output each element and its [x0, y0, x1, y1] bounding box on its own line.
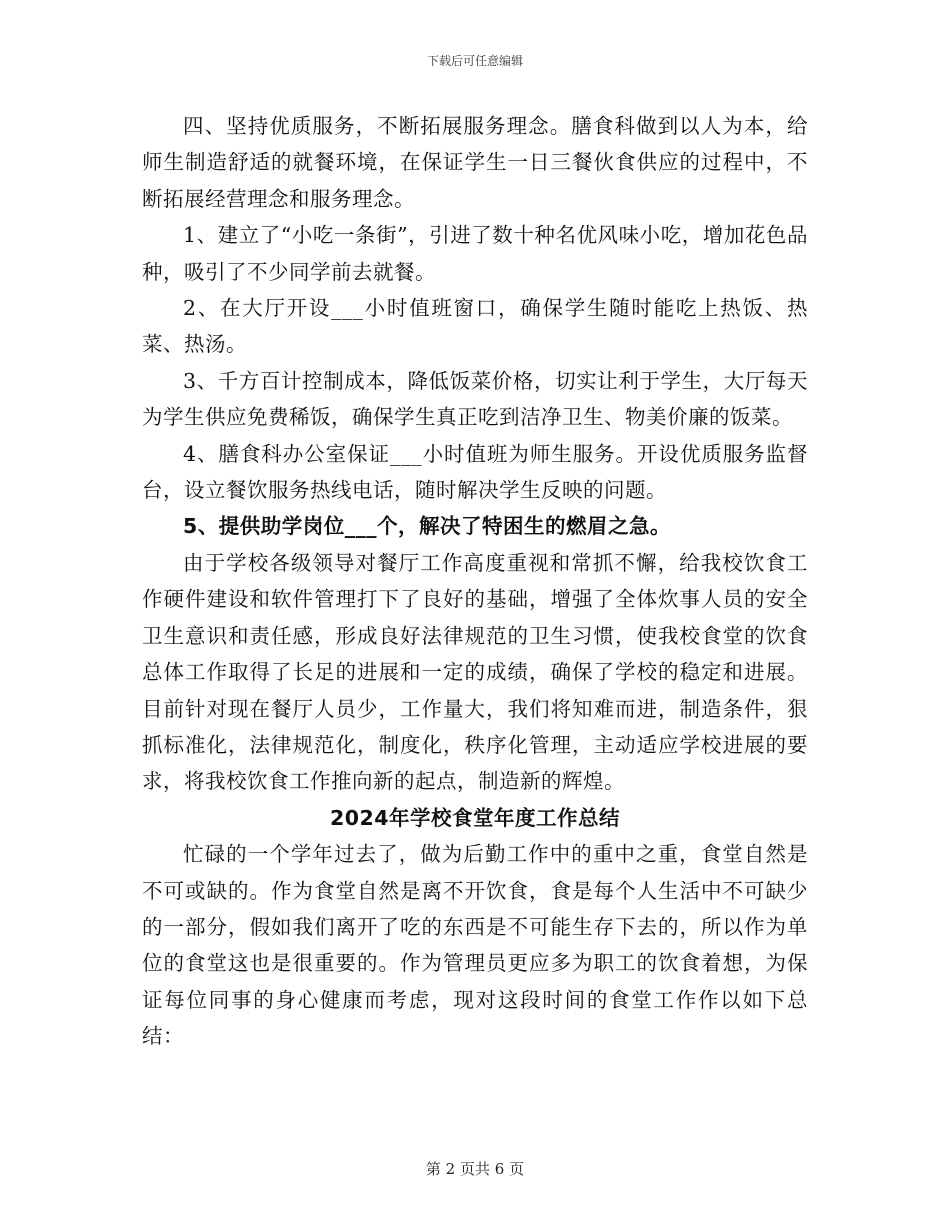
paragraph-item-3: 3、千方百计控制成本，降低饭菜价格，切实让利于学生，大厅每天为学生供应免费稀饭，确保学生真正吃到洁净卫生、物美价廉的饭菜。 — [142, 368, 808, 430]
paragraph-item-5: 5、提供助学岗位___个，解决了特困生的燃眉之急。 — [183, 514, 672, 539]
paragraph-conclusion: 由于学校各级领导对餐厅工作高度重视和常抓不懈，给我校饮食工作硬件建设和软件管理打下了良好的基础，增强了全体炊事人员的安全卫生意识和责任感，形成良好法律规范的卫生习惯，使我校食堂的饮食总体工作取得了长足的进展和一定的成绩，确保了学校的稳定和进展。目前针对现在餐厅人员少，工作量大，我们将知难而进，制造条件，狠抓标准化，法律规范化，制度化，秩序化管理，主动适应学校进展的要求，将我校饮食工作推向新的起点，制造新的辉煌。 — [142, 550, 808, 794]
paragraph-item-1: 1、建立了“小吃一条街”，引进了数十种名优风味小吃，增加花色品种，吸引了不少同学前去就餐。 — [142, 223, 808, 284]
paragraph-item-4: 4、膳食科办公室保证___小时值班为师生服务。开设优质服务监督台，设立餐饮服务热线电话，随时解决学生反映的问题。 — [142, 441, 808, 503]
page-footer: 第 2 页共 6 页 — [425, 1160, 525, 1178]
section-title: 2024年学校食堂年度工作总结 — [329, 805, 621, 830]
paragraph-summary-intro: 忙碌的一个学年过去了，做为后勤工作中的重中之重，食堂自然是不可或缺的。作为食堂自然是离不开饮食，食是每个人生活中不可缺少的一部分，假如我们离开了吃的东西是不可能生存下去的，所以作为单位的食堂这也是很重要的。作为管理员更应多为职工的饮食着想，为保证每位同事的身心健康而考虑，现对这段时间的食堂工作作以如下总结： — [142, 842, 808, 1049]
page-header: 下载后可任意编辑 — [426, 54, 523, 68]
paragraph-section-four: 四、坚持优质服务，不断拓展服务理念。膳食科做到以人为本，给师生制造舒适的就餐环境，在保证学生一日三餐伙食供应的过程中，不断拓展经营理念和服务理念。 — [142, 114, 808, 211]
paragraph-item-2: 2、在大厅开设___小时值班窗口，确保学生随时能吃上热饭、热菜、热汤。 — [142, 296, 808, 357]
document-body — [142, 108, 808, 1055]
